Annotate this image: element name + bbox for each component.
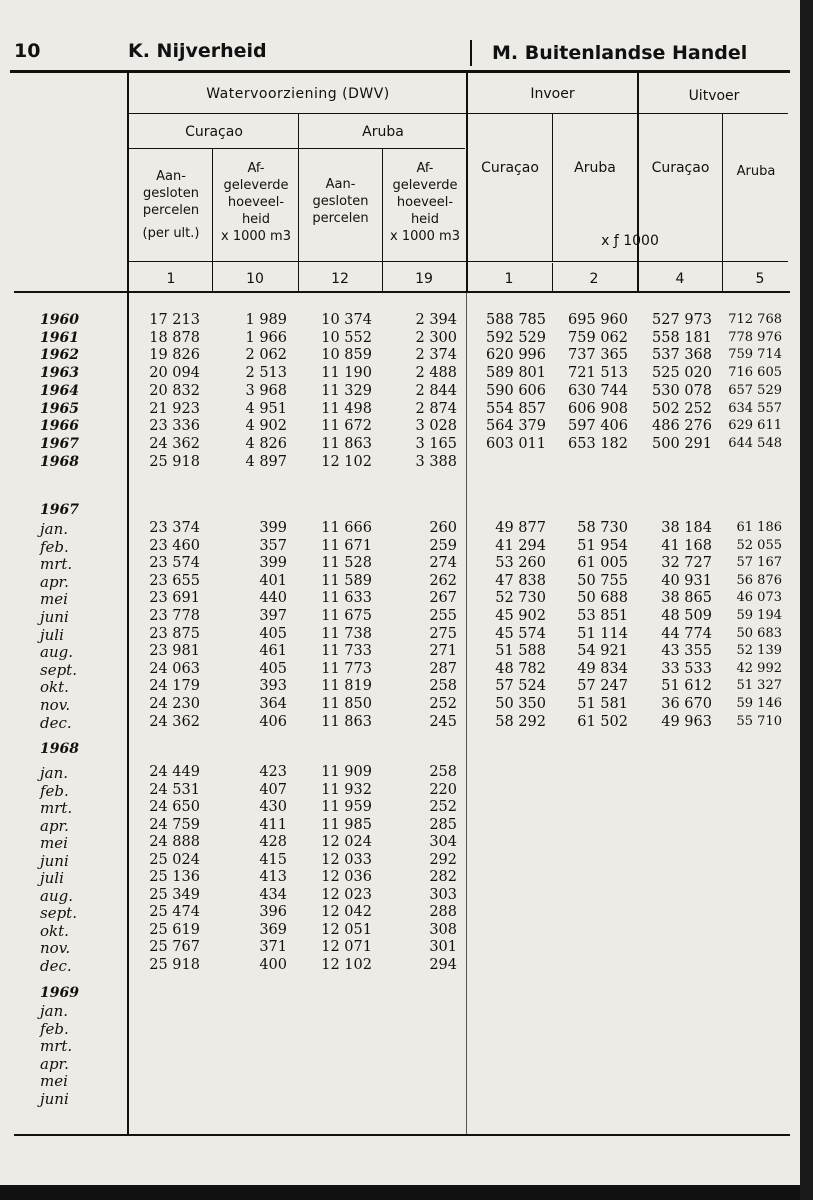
row-label: juli (40, 869, 64, 887)
table-cell: 11 672 (321, 418, 372, 435)
table-cell: 271 (429, 643, 457, 660)
row-label: 1962 (40, 347, 79, 364)
table-cell: 258 (429, 764, 457, 780)
table-cell: 423 (259, 764, 287, 780)
table-cell: 11 190 (321, 365, 372, 382)
table-cell: 59 146 (736, 696, 782, 711)
table-cell: 430 (259, 799, 287, 815)
table-cell: 2 488 (415, 365, 457, 382)
table-cell: 24 230 (149, 696, 200, 712)
table-cell: 12 051 (321, 921, 372, 938)
row-label: nov. (40, 696, 71, 714)
table-cell: 11 959 (321, 799, 372, 815)
table-cell: 49 963 (661, 713, 712, 730)
row-label: apr. (40, 1054, 69, 1073)
table-cell: 11 498 (321, 400, 372, 417)
table-cell: 287 (429, 660, 457, 677)
table-cell: 644 548 (728, 435, 782, 451)
row-label: 1960 (40, 312, 79, 328)
table-cell: 12 071 (321, 939, 372, 955)
table-cell: 3 165 (415, 435, 457, 452)
table-cell: 288 (429, 904, 457, 920)
table-cell: 23 778 (149, 608, 200, 624)
table-cell: 57 247 (577, 678, 628, 695)
unit-trade: x ƒ 1000 (601, 233, 659, 249)
table-cell: 12 024 (321, 834, 372, 850)
table-cell: 23 981 (149, 643, 200, 660)
table-cell: 11 666 (321, 520, 372, 536)
table-cell: 20 094 (149, 365, 200, 382)
table-cell: 20 832 (149, 382, 200, 399)
table-cell: 486 276 (652, 418, 712, 435)
year-heading: 1969 (40, 985, 79, 1001)
table-cell: 25 767 (149, 939, 200, 955)
row-label: aug. (40, 886, 73, 905)
table-cell: 653 182 (568, 435, 628, 452)
table-cell: 554 857 (486, 400, 546, 417)
table-cell: 52 055 (736, 537, 782, 553)
table-cell: 51 588 (495, 643, 546, 660)
table-cell: 25 918 (149, 956, 200, 973)
table-cell: 46 073 (736, 590, 782, 606)
table-cell: 43 355 (661, 643, 712, 660)
table-cell: 25 619 (149, 921, 200, 938)
table-cell: 274 (429, 555, 457, 572)
table-cell: 11 863 (321, 435, 372, 452)
table-cell: 54 921 (577, 643, 628, 660)
col-uitvoer-curacao: Curaçao (651, 160, 710, 176)
col-aangesloten-aruba: Aan- gesloten percelen (312, 177, 369, 226)
table-cell: 630 744 (568, 382, 628, 399)
table-cell: 50 688 (577, 590, 628, 607)
table-cell: 245 (429, 713, 457, 730)
table-cell: 357 (259, 537, 287, 554)
table-cell: 11 528 (321, 555, 372, 572)
table-cell: 23 691 (149, 590, 200, 607)
table-cell: 4 951 (245, 400, 287, 417)
table-cell: 51 954 (577, 537, 628, 554)
table-cell: 24 531 (149, 781, 200, 798)
table-cell: 2 844 (415, 382, 457, 399)
table-cell: 50 683 (736, 625, 782, 641)
table-cell: 2 062 (245, 347, 287, 364)
table-cell: 12 033 (321, 851, 372, 868)
sub-aruba: Aruba (362, 124, 404, 140)
table-cell: 12 102 (321, 956, 372, 973)
table-cell: 537 368 (652, 347, 712, 364)
table-cell: 259 (429, 537, 457, 554)
table-cell: 57 167 (736, 555, 782, 571)
table-cell: 58 292 (495, 713, 546, 730)
table-cell: 603 011 (486, 435, 546, 452)
table-cell: 24 650 (149, 799, 200, 815)
table-cell: 3 968 (245, 382, 287, 399)
page-number: 10 (14, 40, 41, 62)
table-cell: 23 875 (149, 625, 200, 642)
table-cell: 2 874 (415, 400, 457, 417)
table-cell: 759 062 (568, 329, 628, 346)
row-label: 1964 (40, 382, 79, 399)
row-label: 1961 (40, 329, 79, 346)
table-cell: 12 023 (321, 886, 372, 903)
table-cell: 11 738 (321, 625, 372, 642)
row-label: mei (40, 834, 68, 852)
table-cell: 25 136 (149, 869, 200, 885)
table-cell: 49 877 (495, 520, 546, 536)
table-cell: 11 932 (321, 781, 372, 798)
table-cell: 500 291 (652, 435, 712, 452)
table-cell: 38 184 (661, 520, 712, 536)
row-label: apr. (40, 572, 69, 591)
row-label: dec. (40, 713, 72, 732)
table-cell: 25 024 (149, 851, 200, 868)
table-cell: 399 (259, 555, 287, 572)
header-divider (470, 40, 472, 66)
table-cell: 11 733 (321, 643, 372, 660)
row-label: dec. (40, 956, 72, 975)
row-label: jan. (40, 520, 69, 538)
table-cell: 49 834 (577, 660, 628, 677)
table-cell: 33 533 (661, 660, 712, 677)
table-cell: 634 557 (728, 400, 782, 416)
table-cell: 461 (259, 643, 287, 660)
table-cell: 23 336 (149, 418, 200, 435)
year-heading: 1968 (40, 741, 79, 757)
table-cell: 405 (259, 660, 287, 677)
row-label: juni (40, 608, 69, 626)
row-label: juni (40, 851, 69, 870)
table-cell: 294 (429, 956, 457, 973)
table-cell: 50 755 (577, 572, 628, 589)
table-cell: 434 (259, 886, 287, 903)
table-cell: 24 759 (149, 816, 200, 833)
table-cell: 282 (429, 869, 457, 885)
table-cell: 11 589 (321, 572, 372, 589)
row-label: apr. (40, 816, 69, 835)
table-cell: 220 (429, 781, 457, 798)
sub-curacao: Curaçao (185, 124, 243, 140)
table-cell: 24 179 (149, 678, 200, 695)
table-cell: 393 (259, 678, 287, 695)
table-cell: 620 996 (486, 347, 546, 364)
table-cell: 24 362 (149, 435, 200, 452)
table-cell: 260 (429, 520, 457, 536)
row-label: 1968 (40, 453, 79, 470)
table-cell: 558 181 (652, 329, 712, 346)
table-cell: 588 785 (486, 312, 546, 328)
table-cell: 11 850 (321, 696, 372, 712)
table-cell: 11 909 (321, 764, 372, 780)
table-cell: 303 (429, 886, 457, 903)
table-cell: 11 675 (321, 608, 372, 624)
table-cell: 53 851 (577, 608, 628, 624)
table-cell: 258 (429, 678, 457, 695)
row-label: jan. (40, 1002, 69, 1020)
table-cell: 267 (429, 590, 457, 607)
table-cell: 11 329 (321, 382, 372, 399)
table-cell: 61 005 (577, 555, 628, 572)
column-number: 12 (331, 271, 349, 287)
row-label: 1963 (40, 365, 79, 382)
row-label: 1965 (40, 400, 79, 417)
table-cell: 24 449 (149, 764, 200, 780)
table-cell: 36 670 (661, 696, 712, 712)
row-label: juli (40, 625, 64, 644)
table-cell: 18 878 (149, 329, 200, 346)
table-cell: 407 (259, 781, 287, 798)
group-uitvoer: Uitvoer (688, 88, 740, 104)
row-label: okt. (40, 921, 69, 940)
table-cell: 502 252 (652, 400, 712, 417)
table-cell: 61 186 (736, 520, 782, 535)
column-number: 1 (166, 271, 176, 287)
row-label: feb. (40, 1019, 69, 1038)
row-label: mei (40, 590, 68, 609)
table-cell: 4 826 (245, 435, 287, 452)
table-cell: 1 966 (245, 329, 287, 346)
table-cell: 45 902 (495, 608, 546, 624)
column-number: 5 (755, 271, 765, 287)
header-bottom-rule (14, 291, 790, 293)
table-cell: 53 260 (495, 555, 546, 572)
table-cell: 24 063 (149, 660, 200, 677)
table-cell: 25 918 (149, 453, 200, 470)
row-label: mrt. (40, 555, 73, 574)
table-cell: 55 710 (736, 713, 782, 729)
table-cell: 11 633 (321, 590, 372, 607)
table-cell: 11 819 (321, 678, 372, 695)
table-cell: 48 782 (495, 660, 546, 677)
table-cell: 51 612 (661, 678, 712, 695)
table-cell: 440 (259, 590, 287, 607)
table-cell: 428 (259, 834, 287, 850)
row-label: feb. (40, 781, 69, 800)
bottom-rule (14, 1134, 790, 1136)
table-cell: 52 730 (495, 590, 546, 607)
col-invoer-aruba: Aruba (574, 160, 616, 176)
table-cell: 657 529 (728, 382, 782, 398)
table-cell: 255 (429, 608, 457, 624)
table-cell: 721 513 (568, 365, 628, 382)
col-aangesloten-curacao: Aan- gesloten percelen (per ult.) (142, 169, 200, 241)
table-cell: 10 552 (321, 329, 372, 346)
table-cell: 10 374 (321, 312, 372, 328)
table-cell: 411 (259, 816, 287, 833)
table-cell: 397 (259, 608, 287, 624)
table-cell: 23 574 (149, 555, 200, 572)
table-cell: 58 730 (577, 520, 628, 536)
table-cell: 11 671 (321, 537, 372, 554)
table-cell: 42 992 (736, 660, 782, 676)
table-cell: 369 (259, 921, 287, 938)
table-cell: 51 581 (577, 696, 628, 712)
table-cell: 401 (259, 572, 287, 589)
table-cell: 23 460 (149, 537, 200, 554)
table-cell: 12 042 (321, 904, 372, 920)
table-cell: 405 (259, 625, 287, 642)
table-cell: 592 529 (486, 329, 546, 346)
table-cell: 308 (429, 921, 457, 938)
row-label: juni (40, 1090, 69, 1108)
group-water: Watervoorziening (DWV) (206, 86, 390, 102)
table-cell: 50 350 (495, 696, 546, 712)
table-cell: 51 114 (577, 625, 628, 642)
table-cell: 292 (429, 851, 457, 868)
table-cell: 564 379 (486, 418, 546, 435)
table-cell: 252 (429, 799, 457, 815)
table-cell: 2 513 (245, 365, 287, 382)
table-cell: 61 502 (577, 713, 628, 730)
table-cell: 589 801 (486, 365, 546, 382)
table-cell: 406 (259, 713, 287, 730)
section-title-right: M. Buitenlandse Handel (492, 42, 748, 64)
row-label: 1966 (40, 418, 79, 435)
table-cell: 44 774 (661, 625, 712, 642)
table-cell: 413 (259, 869, 287, 885)
row-label: sept. (40, 904, 77, 922)
table-cell: 597 406 (568, 418, 628, 435)
col-afgeleverde-curacao: Af- geleverde hoeveel- heid x 1000 m3 (221, 161, 291, 244)
column-number: 19 (415, 271, 433, 287)
table-cell: 737 365 (568, 347, 628, 364)
table-cell: 45 574 (495, 625, 546, 642)
table-cell: 285 (429, 816, 457, 833)
row-label: feb. (40, 537, 69, 556)
table-cell: 301 (429, 939, 457, 955)
col-uitvoer-aruba: Aruba (736, 164, 776, 179)
row-label: aug. (40, 643, 73, 662)
table-cell: 252 (429, 696, 457, 712)
table-cell: 525 020 (652, 365, 712, 382)
table-cell: 38 865 (661, 590, 712, 607)
next-page-edge (800, 0, 813, 1200)
table-cell: 371 (259, 939, 287, 955)
row-label: mrt. (40, 799, 73, 817)
table-cell: 41 294 (495, 537, 546, 554)
row-label: 1967 (40, 435, 79, 452)
row-label: mei (40, 1072, 68, 1091)
table-cell: 530 078 (652, 382, 712, 399)
table-cell: 1 989 (245, 312, 287, 328)
table-cell: 57 524 (495, 678, 546, 695)
table-cell: 24 362 (149, 713, 200, 730)
table-cell: 19 826 (149, 347, 200, 364)
table-cell: 399 (259, 520, 287, 536)
table-cell: 527 973 (652, 312, 712, 328)
table-cell: 25 474 (149, 904, 200, 920)
table-cell: 21 923 (149, 400, 200, 417)
table-cell: 59 194 (736, 608, 782, 623)
table-cell: 4 897 (245, 453, 287, 470)
table-cell: 275 (429, 625, 457, 642)
table-cell: 10 859 (321, 347, 372, 364)
table-cell: 778 976 (728, 329, 782, 345)
table-cell: 2 394 (415, 312, 457, 328)
table-cell: 52 139 (736, 643, 782, 659)
table-cell: 40 931 (661, 572, 712, 589)
table-cell: 364 (259, 696, 287, 712)
year-heading: 1967 (40, 502, 79, 518)
table-cell: 12 102 (321, 453, 372, 470)
table-cell: 2 300 (415, 329, 457, 346)
table-cell: 590 606 (486, 382, 546, 399)
table-cell: 3 028 (415, 418, 457, 435)
row-label: sept. (40, 660, 77, 679)
col-afgeleverde-aruba: Af- geleverde hoeveel- heid x 1000 m3 (390, 161, 460, 244)
table-cell: 41 168 (661, 537, 712, 554)
row-label: mrt. (40, 1037, 73, 1056)
table-cell: 759 714 (728, 347, 782, 363)
table-cell: 629 611 (728, 418, 782, 434)
table-cell: 17 213 (149, 312, 200, 328)
table-cell: 262 (429, 572, 457, 589)
table-cell: 11 773 (321, 660, 372, 677)
col-invoer-curacao: Curaçao (481, 160, 539, 176)
row-label: jan. (40, 764, 69, 782)
table-cell: 24 888 (149, 834, 200, 850)
table-cell: 23 374 (149, 520, 200, 536)
table-cell: 304 (429, 834, 457, 850)
row-label: okt. (40, 678, 69, 697)
table-cell: 2 374 (415, 347, 457, 364)
table-cell: 415 (259, 851, 287, 868)
table-cell: 11 985 (321, 816, 372, 833)
table-cell: 400 (259, 956, 287, 973)
table-cell: 48 509 (661, 608, 712, 624)
table-cell: 23 655 (149, 572, 200, 589)
column-number: 10 (246, 271, 264, 287)
column-number: 1 (504, 271, 514, 287)
table-cell: 3 388 (415, 453, 457, 470)
section-title-left: K. Nijverheid (128, 40, 267, 62)
row-label: nov. (40, 939, 71, 957)
table-cell: 712 768 (728, 312, 782, 327)
table-cell: 695 960 (568, 312, 628, 328)
table-cell: 716 605 (728, 365, 782, 381)
group-invoer: Invoer (530, 86, 575, 102)
table-cell: 11 863 (321, 713, 372, 730)
column-number: 2 (589, 271, 599, 287)
table-cell: 51 327 (736, 678, 782, 694)
column-number: 4 (675, 271, 685, 287)
table-cell: 4 902 (245, 418, 287, 435)
table-cell: 47 838 (495, 572, 546, 589)
table-cell: 606 908 (568, 400, 628, 417)
table-cell: 396 (259, 904, 287, 920)
table-cell: 12 036 (321, 869, 372, 885)
table-cell: 56 876 (736, 572, 782, 588)
table-cell: 25 349 (149, 886, 200, 903)
table-cell: 32 727 (661, 555, 712, 572)
